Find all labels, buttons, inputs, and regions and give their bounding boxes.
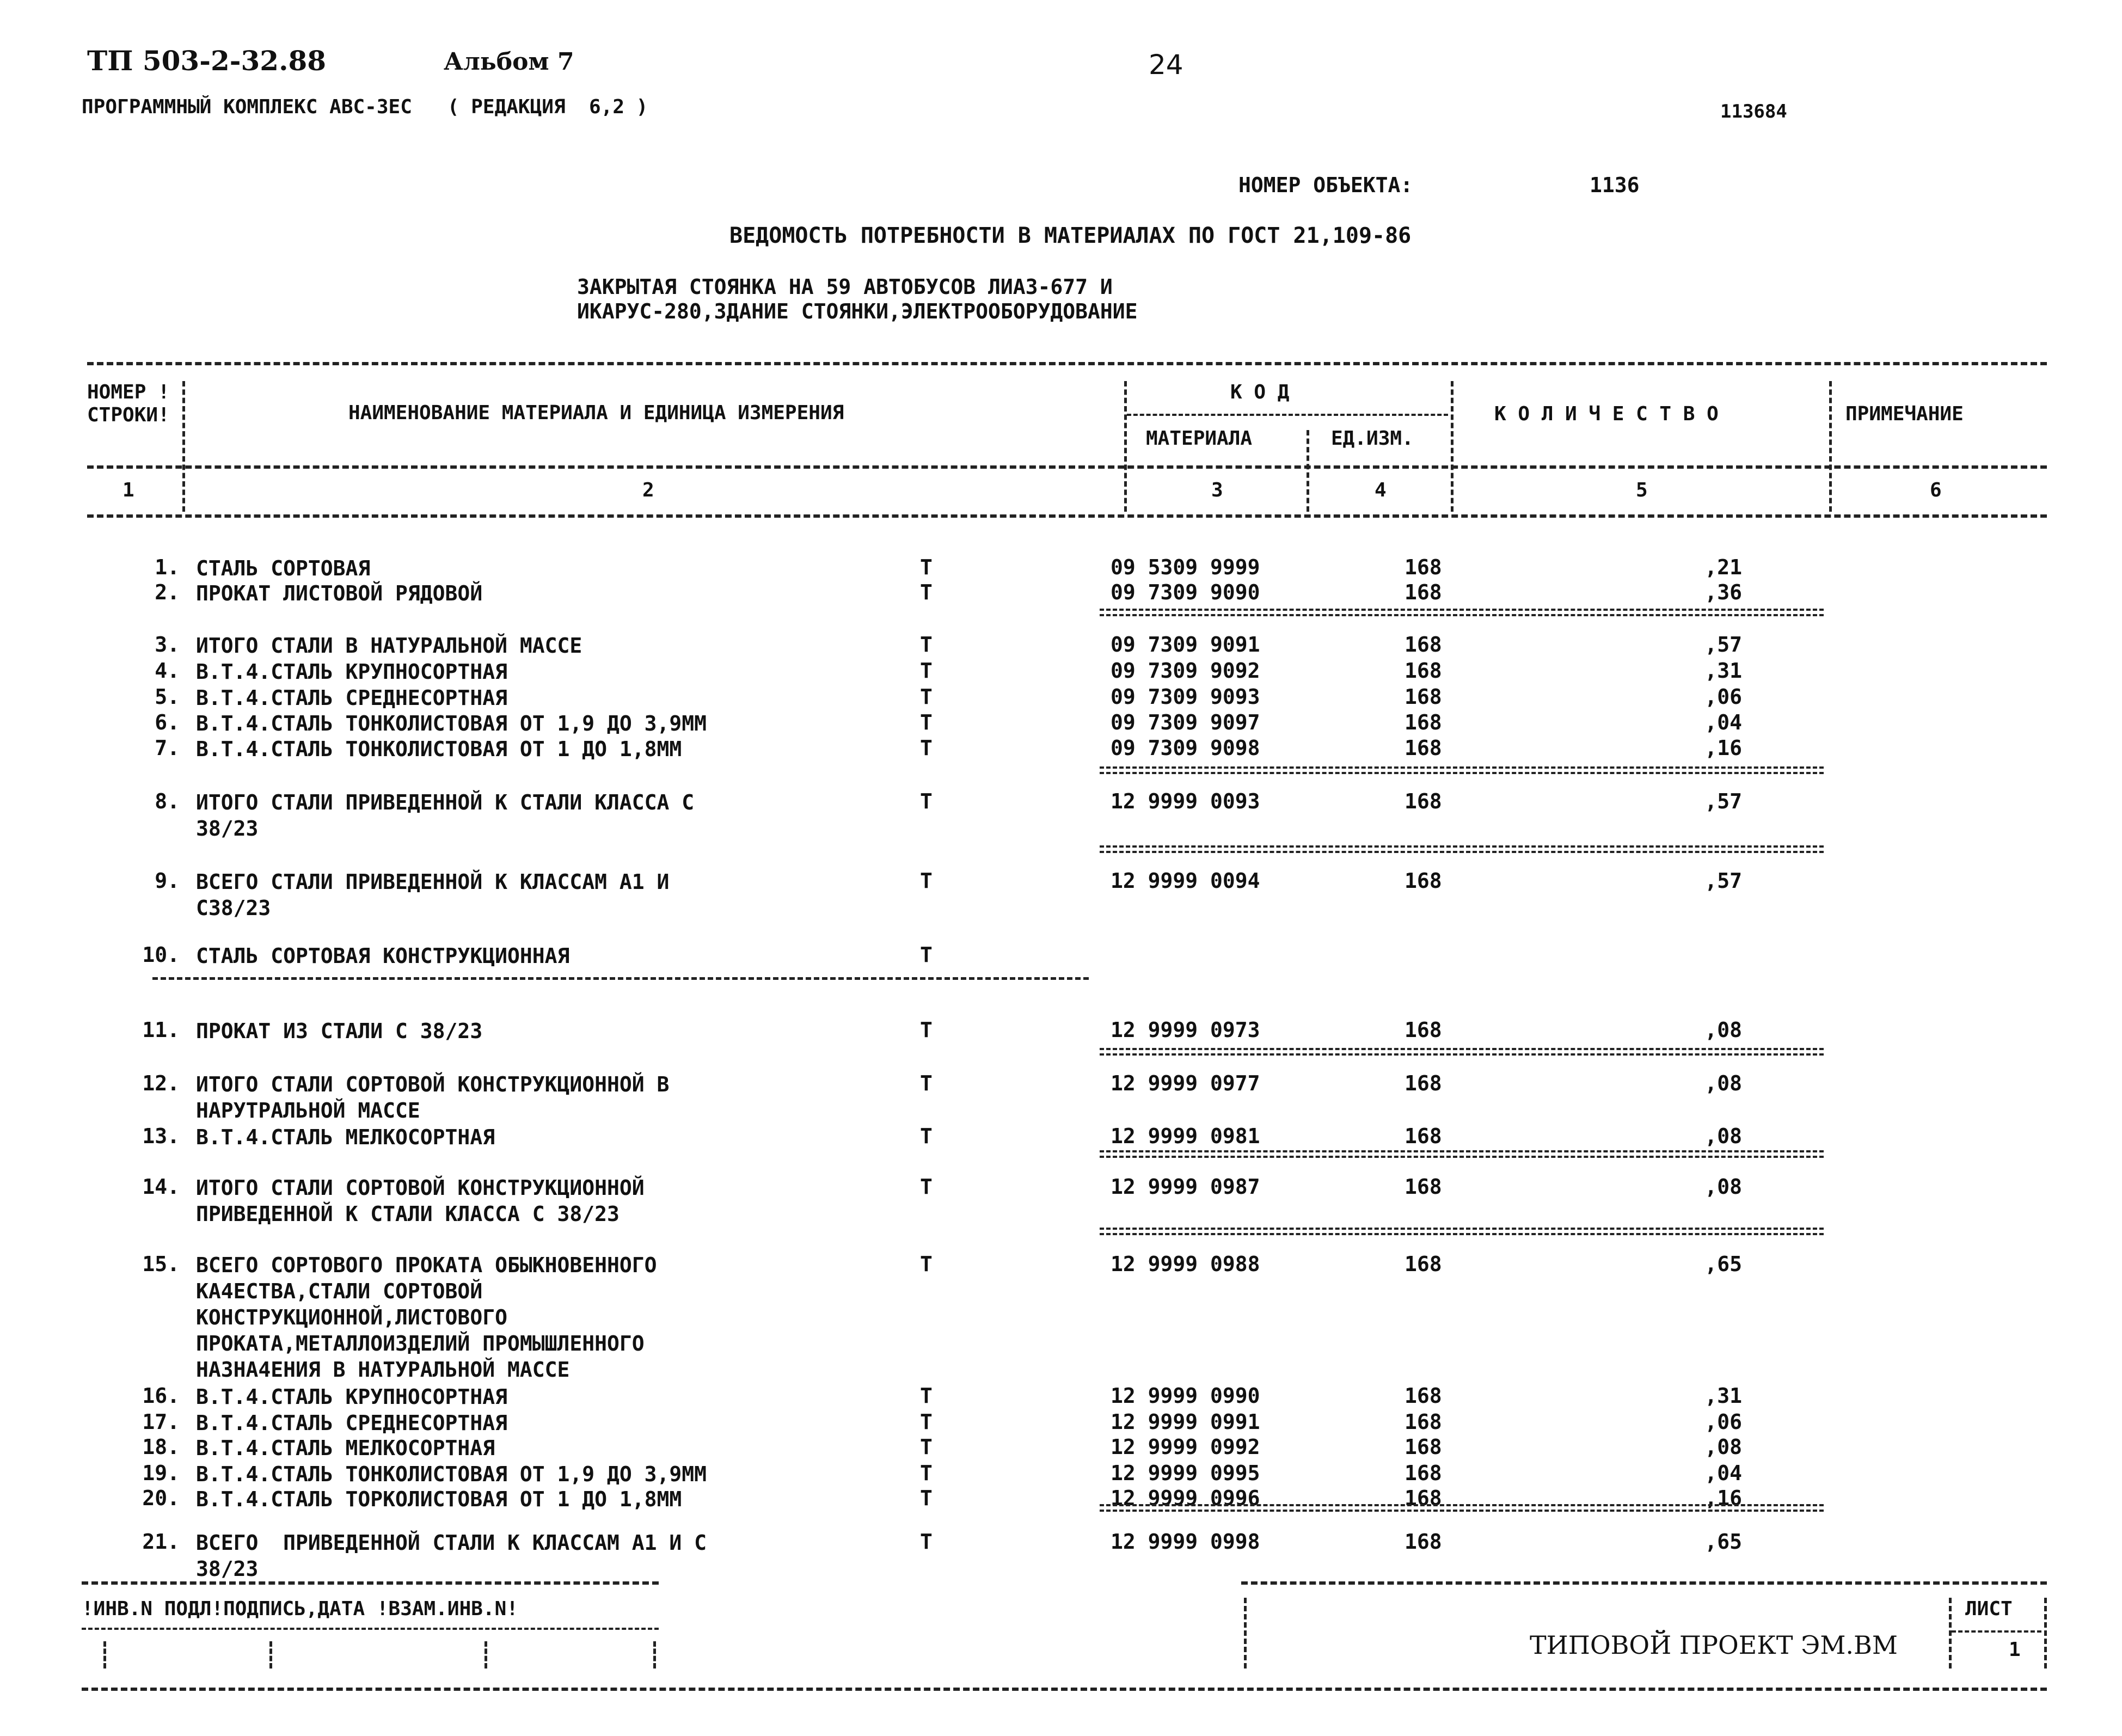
row-number: 16. [142,1384,180,1408]
sheet-number: 1 [2009,1639,2021,1661]
th-colnum-1: 1 [122,479,134,501]
program-line: ПРОГРАММНЫЙ КОМПЛЕКС АВС-ЗЕС ( РЕДАКЦИЯ 6,2 ) [82,96,648,118]
material-name: ВСЕГО СОРТОВОГО ПРОКАТА ОБЫКНОВЕННОГО КА4ЕСТВА,СТАЛИ СОРТОВОЙ КОНСТРУКЦИОННОЙ,ЛИСТОВОГО ПРОКАТА,МЕТАЛЛОИЗДЕЛИЙ ПРОМЫШЛЕННОГО НАЗНА4ЕНИЯ В НАТУРАЛЬНОЙ МАССЕ [196,1253,657,1382]
material-code: 12 9999 0996 [1111,1486,1260,1510]
col-sep-1 [182,381,185,512]
material-code: 09 7309 9091 [1111,633,1260,657]
material-name: В.Т.4.СТАЛЬ ТОНКОЛИСТОВАЯ ОТ 1,9 ДО 3,9ММ [196,1462,707,1486]
column-numbers-rule [87,514,2047,518]
object-number-value: 1136 [1590,173,1640,197]
material-name: В.Т.4.СТАЛЬ ТОНКОЛИСТОВАЯ ОТ 1,9 ДО 3,9ММ [196,711,707,735]
quantity: ,31 [1704,659,1742,683]
material-code: 09 7309 9093 [1111,685,1260,709]
unit-code: 168 [1405,1461,1442,1485]
unit-code: 168 [1405,869,1442,893]
row-number: 7. [155,736,180,760]
material-name: В.Т.4.СТАЛЬ ТОРКОЛИСТОВАЯ ОТ 1 ДО 1,8ММ [196,1487,682,1511]
section-rule [152,977,1089,980]
subject-line-2: ИКАРУС-280,ЗДАНИЕ СТОЯНКИ,ЭЛЕКТРООБОРУДОВАНИЕ [577,299,1138,323]
th-colnum-6: 6 [1930,479,1942,501]
material-name: В.Т.4.СТАЛЬ КРУПНОСОРТНАЯ [196,1385,507,1409]
th-code: К О Д [1230,381,1290,403]
material-code: 09 7309 9097 [1111,710,1260,734]
sheet-box-sep [2044,1598,2047,1668]
row-number: 18. [142,1435,180,1459]
quantity: ,08 [1704,1175,1742,1199]
stamp-labels: !ИНВ.N ПОДЛ!ПОДПИСЬ,ДАТА !ВЗАМ.ИНВ.N! [82,1598,518,1620]
sheet-code: 113684 [1720,101,1787,122]
unit-code: 168 [1405,736,1442,760]
th-code-unit: ЕД.ИЗМ. [1331,427,1414,450]
quantity: ,06 [1704,1410,1742,1434]
unit: Т [920,1175,933,1199]
quantity: ,65 [1704,1530,1742,1554]
material-name: В.Т.4.СТАЛЬ КРУПНОСОРТНАЯ [196,660,507,684]
unit: Т [920,1461,933,1485]
material-code: 12 9999 0093 [1111,789,1260,813]
material-code: 09 7309 9090 [1111,580,1260,604]
material-code: 09 5309 9999 [1111,555,1260,579]
unit-code: 168 [1405,1486,1442,1510]
subtotal-rule [1100,1048,1824,1056]
stamp-sep [484,1641,487,1668]
material-code: 12 9999 0977 [1111,1071,1260,1095]
th-code-material: МАТЕРИАЛА [1146,427,1253,450]
code-subrule [1127,414,1448,416]
th-quantity: К О Л И Ч Е С Т В О [1494,403,1719,425]
material-name: ИТОГО СТАЛИ В НАТУРАЛЬНОЙ МАССЕ [196,634,582,658]
row-number: 5. [155,685,180,709]
stamp-mid-rule [82,1628,659,1630]
quantity: ,06 [1704,685,1742,709]
th-colnum-3: 3 [1211,479,1223,501]
sheet-box-rule [1952,1630,2041,1633]
unit: Т [920,1530,933,1554]
unit: Т [920,633,933,657]
quantity: ,08 [1704,1018,1742,1042]
header-rule [87,465,2047,469]
unit: Т [920,710,933,734]
row-number: 2. [155,580,180,604]
unit-code: 168 [1405,1175,1442,1199]
page-bottom-rule [82,1688,2047,1691]
subtotal-rule [1100,766,1824,774]
unit: Т [920,1435,933,1459]
row-number: 6. [155,710,180,734]
unit: Т [920,580,933,604]
th-colnum-2: 2 [642,479,654,501]
col-sep-4 [1829,381,1832,512]
quantity: ,57 [1704,633,1742,657]
th-name: НАИМЕНОВАНИЕ МАТЕРИАЛА И ЕДИНИЦА ИЗМЕРЕНИЯ [348,402,844,424]
material-name: В.Т.4.СТАЛЬ СРЕДНЕСОРТНАЯ [196,1411,507,1435]
title-block-sep [1244,1598,1247,1668]
material-code: 12 9999 0987 [1111,1175,1260,1199]
title-block-top-rule [1241,1581,2047,1585]
quantity: ,36 [1704,580,1742,604]
material-name: В.Т.4.СТАЛЬ МЕЛКОСОРТНАЯ [196,1125,495,1149]
quantity: ,08 [1704,1071,1742,1095]
col-sep-2 [1124,381,1127,512]
stamp-top-rule [82,1581,659,1585]
unit: Т [920,736,933,760]
unit: Т [920,685,933,709]
material-code: 12 9999 0991 [1111,1410,1260,1434]
unit-code: 168 [1405,1071,1442,1095]
subtotal-rule [1100,609,1824,616]
subtotal-rule [1100,1504,1824,1512]
material-code: 12 9999 0990 [1111,1384,1260,1408]
th-row-no-1: НОМЕР ! [87,381,170,403]
sheet-box-sep [1949,1598,1952,1668]
unit-code: 168 [1405,1384,1442,1408]
material-code: 09 7309 9098 [1111,736,1260,760]
quantity: ,57 [1704,789,1742,813]
stamp-sep [269,1641,272,1668]
quantity: ,65 [1704,1252,1742,1276]
material-name: ПРОКАТ ЛИСТОВОЙ РЯДОВОЙ [196,581,483,605]
unit-code: 168 [1405,789,1442,813]
quantity: ,31 [1704,1384,1742,1408]
quantity: ,04 [1704,710,1742,734]
material-name: В.Т.4.СТАЛЬ СРЕДНЕСОРТНАЯ [196,686,507,710]
col-sep-code [1307,430,1309,512]
subject-line-1: ЗАКРЫТАЯ СТОЯНКА НА 59 АВТОБУСОВ ЛИАЗ-677 И [577,275,1113,299]
th-note: ПРИМЕЧАНИЕ [1845,403,1964,425]
material-code: 12 9999 0998 [1111,1530,1260,1554]
material-code: 12 9999 0995 [1111,1461,1260,1485]
row-number: 17. [142,1410,180,1434]
unit: Т [920,1018,933,1042]
col-sep-3 [1451,381,1453,512]
unit-code: 168 [1405,1018,1442,1042]
material-name: ИТОГО СТАЛИ ПРИВЕДЕННОЙ К СТАЛИ КЛАССА С 38/23 [196,790,695,841]
album-label: Альбом 7 [444,48,574,76]
material-name: ПРОКАТ ИЗ СТАЛИ С 38/23 [196,1019,483,1043]
unit: Т [920,789,933,813]
row-number: 1. [155,555,180,579]
project-label: ТИПОВОЙ ПРОЕКТ ЭМ.ВМ [1530,1630,1898,1660]
material-code: 12 9999 0992 [1111,1435,1260,1459]
row-number: 13. [142,1124,180,1148]
material-name: ИТОГО СТАЛИ СОРТОВОЙ КОНСТРУКЦИОННОЙ В НАРУТРАЛЬНОЙ МАССЕ [196,1072,670,1122]
row-number: 10. [142,943,180,967]
object-number-label: НОМЕР ОБЪЕКТА: [1238,173,1413,197]
material-code: 12 9999 0094 [1111,869,1260,893]
row-number: 15. [142,1252,180,1276]
quantity: ,04 [1704,1461,1742,1485]
material-code: 12 9999 0981 [1111,1124,1260,1148]
stamp-sep [653,1641,656,1668]
sheet-label: ЛИСТ [1965,1598,2013,1620]
unit-code: 168 [1405,1435,1442,1459]
unit-code: 168 [1405,659,1442,683]
material-name: В.Т.4.СТАЛЬ ТОНКОЛИСТОВАЯ ОТ 1 ДО 1,8ММ [196,737,682,761]
row-number: 11. [142,1018,180,1042]
th-row-no-2: СТРОКИ! [87,404,170,426]
unit: Т [920,1486,933,1510]
unit-code: 168 [1405,1124,1442,1148]
row-number: 20. [142,1486,180,1510]
row-number: 4. [155,659,180,683]
unit-code: 168 [1405,1410,1442,1434]
unit: Т [920,1071,933,1095]
unit-code: 168 [1405,710,1442,734]
subtotal-rule [1100,1228,1824,1235]
unit: Т [920,1384,933,1408]
subtotal-rule [1100,1150,1824,1158]
material-name: СТАЛЬ СОРТОВАЯ [196,556,371,580]
material-code: 12 9999 0988 [1111,1252,1260,1276]
table-top-rule [87,362,2047,365]
material-name: ИТОГО СТАЛИ СОРТОВОЙ КОНСТРУКЦИОННОЙ ПРИВЕДЕННОЙ К СТАЛИ КЛАССА С 38/23 [196,1176,645,1226]
project-code: ТП 503-2-32.88 [87,45,327,77]
unit: Т [920,659,933,683]
material-name: СТАЛЬ СОРТОВАЯ КОНСТРУКЦИОННАЯ [196,944,570,968]
row-number: 21. [142,1530,180,1554]
th-colnum-4: 4 [1375,479,1387,501]
material-code: 12 9999 0973 [1111,1018,1260,1042]
quantity: ,08 [1704,1124,1742,1148]
row-number: 14. [142,1175,180,1199]
unit: Т [920,1410,933,1434]
unit-code: 168 [1405,685,1442,709]
unit-code: 168 [1405,1530,1442,1554]
unit-code: 168 [1405,633,1442,657]
material-name: ВСЕГО СТАЛИ ПРИВЕДЕННОЙ К КЛАССАМ А1 И С38/23 [196,870,670,920]
row-number: 12. [142,1071,180,1095]
quantity: ,08 [1704,1435,1742,1459]
quantity: ,16 [1704,736,1742,760]
unit: Т [920,1252,933,1276]
unit: Т [920,943,933,967]
unit: Т [920,555,933,579]
unit-code: 168 [1405,555,1442,579]
page-number: 24 [1149,49,1183,81]
material-name: В.Т.4.СТАЛЬ МЕЛКОСОРТНАЯ [196,1436,495,1460]
row-number: 9. [155,869,180,893]
document-title: ВЕДОМОСТЬ ПОТРЕБНОСТИ В МАТЕРИАЛАХ ПО ГОСТ 21,109-86 [729,223,1412,248]
row-number: 8. [155,789,180,813]
th-colnum-5: 5 [1636,479,1648,501]
row-number: 19. [142,1461,180,1485]
quantity: ,57 [1704,869,1742,893]
quantity: ,16 [1704,1486,1742,1510]
unit-code: 168 [1405,1252,1442,1276]
unit: Т [920,869,933,893]
row-number: 3. [155,633,180,657]
unit: Т [920,1124,933,1148]
stamp-sep [103,1641,106,1668]
subtotal-rule [1100,845,1824,853]
quantity: ,21 [1704,555,1742,579]
material-code: 09 7309 9092 [1111,659,1260,683]
unit-code: 168 [1405,580,1442,604]
material-name: ВСЕГО ПРИВЕДЕННОЙ СТАЛИ К КЛАССАМ А1 И С 38/23 [196,1531,707,1581]
